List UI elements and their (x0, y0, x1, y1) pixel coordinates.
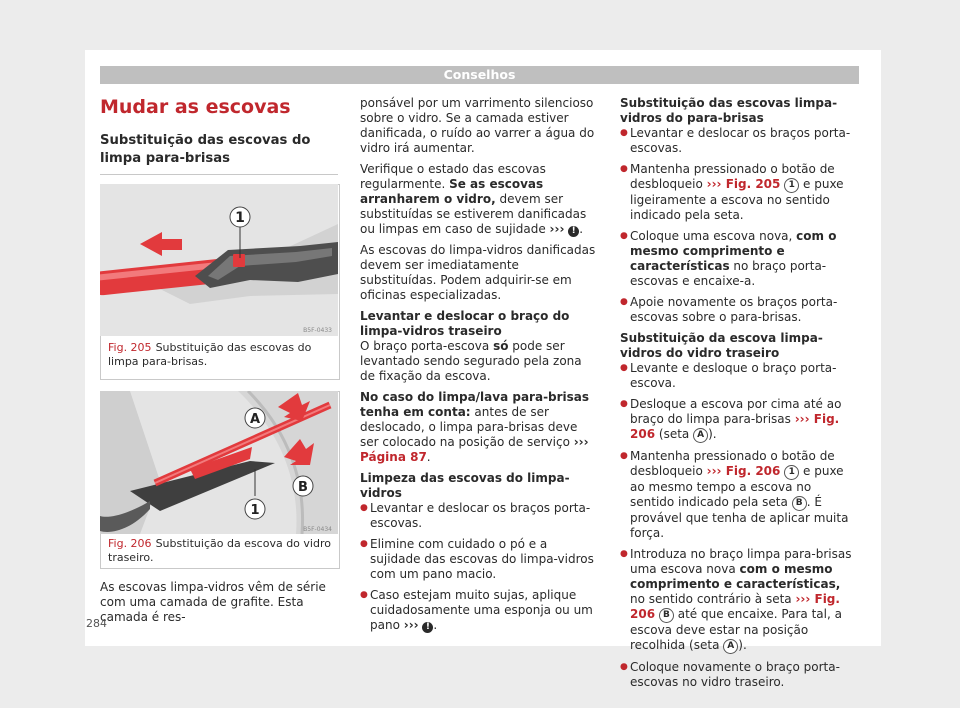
figure-code: B5F-0433 (303, 327, 332, 334)
callout-label: B (298, 480, 308, 495)
figure-206 (100, 391, 338, 569)
reference-label: Fig. 206 (630, 412, 840, 441)
reference-label: Fig. 206 (725, 464, 781, 478)
callout-badge: B (792, 496, 807, 511)
section-heading: Substituição das escovas limpa-vidros do para-brisas (620, 96, 838, 125)
page-number: 284 (86, 617, 107, 630)
text-bold: com o mesmo comprimento e características, (630, 562, 841, 591)
list-item (620, 229, 858, 289)
section-header: Conselhos (100, 66, 859, 84)
list-item: ● Coloque novamente o braço porta-escovas no vidro traseiro. (620, 660, 858, 690)
reference-label: Fig. 206 (630, 592, 840, 621)
warning-icon[interactable]: ! (422, 622, 433, 633)
section-heading: Limpeza das escovas do limpa-vidros (360, 471, 570, 500)
text: Mantenha pressionado o botão de desbloqueio (630, 449, 835, 478)
paragraph: Verifique o estado das escovas regularmente. Se as escovas arranharem o vidro, devem ser substituídas se estiverem danificadas ou limpas em caso de sujidade ››› ! . (360, 162, 587, 236)
figure-reference-link[interactable] (707, 177, 781, 191)
section-subtitle: Substituição das escovas do limpa para-brisas (100, 133, 311, 166)
paragraph: ponsável por um varrimento silencioso sobre o vidro. Se a camada estiver danificada, o ruído ao varrer a água do vidro irá aumentar. (360, 96, 595, 155)
list-item: ● Levantar e deslocar os braços porta-escovas. (360, 501, 598, 531)
figure-caption (108, 537, 334, 565)
callout-label: A (249, 412, 261, 427)
list-item: ● Apoie novamente os braços porta-escovas sobre o para-brisas. (620, 295, 858, 325)
text: . É provável que tenha de aplicar muita força. (630, 495, 849, 540)
text-bold: com o mesmo comprimento e características (630, 229, 837, 273)
text: Introduza no braço limpa para-brisas uma escova nova (630, 547, 852, 576)
text: no sentido contrário à seta (630, 592, 792, 606)
figure-205 (100, 184, 338, 380)
section-heading: Substituição da escova limpa-vidros do vidro traseiro (620, 331, 823, 360)
rear-wiper-illustration (100, 391, 338, 534)
text: Caso estejam muito sujas, aplique cuidadosamente uma esponja ou um pano (370, 588, 593, 632)
text: e puxe ao mesmo tempo a escova no sentido indicado pela seta (630, 464, 844, 509)
list-item (620, 449, 858, 541)
callout-badge: B (659, 608, 674, 623)
text: Verifique o estado das escovas regularmente. (360, 162, 546, 191)
text: ). (708, 427, 717, 441)
figure-number: Fig. 206 (108, 537, 152, 550)
callout-label: 1 (235, 210, 245, 226)
figure-caption-text: Substituição da escova do vidro traseiro. (108, 537, 331, 564)
callout-badge: 1 (784, 465, 799, 480)
text-bold: Se as escovas arranharem o vidro, (360, 177, 544, 206)
reference-arrow: ››› (795, 592, 811, 606)
reference-arrow: ››› (794, 412, 810, 426)
text: Desloque a escova por cima até ao braço do limpa para-brisas (630, 397, 842, 426)
reference-arrow: ››› (573, 435, 589, 449)
text: no braço porta-escovas e encaixe-a. (630, 259, 827, 288)
list-item (620, 397, 858, 443)
column-3 (620, 96, 858, 696)
text: até que encaixe. Para tal, a escova deve estar na posição recolhida (seta (630, 607, 842, 652)
figure-reference-link[interactable] (707, 464, 781, 478)
list-item: ● Caso estejam muito sujas, aplique cuidadosamente uma esponja ou um pano ››› ! . (360, 588, 598, 633)
section-heading: Levantar e deslocar o braço do limpa-vidros traseiro (360, 309, 570, 338)
list-item: ● Levante e desloque o braço porta-escova. (620, 361, 858, 391)
figure-caption (108, 341, 334, 369)
callout-badge: A (693, 428, 708, 443)
text-bold: só (493, 339, 509, 353)
paragraph: As escovas do limpa-vidros danificadas devem ser imediatamente substituídas. Podem adquirir-se em oficinas especializadas. (360, 243, 596, 302)
reference-arrow: ››› (706, 464, 722, 478)
page-title: Mudar as escovas (100, 96, 291, 118)
text-bold: No caso do limpa/lava para-brisas tenha em conta: (360, 390, 590, 419)
column-1-tail (100, 580, 338, 631)
figure-number: Fig. 205 (108, 341, 152, 354)
text: (seta (658, 427, 690, 441)
list-item: ● Elimine com cuidado o pó e a sujidade das escovas do limpa-vidros com um pano macio. (360, 537, 598, 582)
paragraph (360, 339, 598, 384)
text: devem ser substituídas se estiverem danificadas ou limpas em caso de sujidade (360, 192, 587, 236)
text: pode ser levantado sendo segurado pela zona de fixação da escova. (360, 339, 582, 383)
text: Coloque uma escova nova, (630, 229, 793, 243)
warning-icon[interactable]: ! (568, 226, 579, 237)
text: Mantenha pressionado o botão de desbloqueio (630, 162, 835, 191)
callout-label: 1 (250, 503, 260, 518)
reference-arrow: ››› (706, 177, 722, 191)
reference-arrow: ››› (403, 618, 419, 632)
callout-badge: 1 (784, 178, 799, 193)
page-reference-link[interactable]: Página 87 (360, 450, 427, 464)
wiper-blade-illustration (100, 184, 338, 336)
list-item (620, 547, 858, 654)
text: ). (738, 638, 747, 652)
figure-code: B5F-0434 (303, 526, 332, 533)
list-item (620, 162, 858, 223)
paragraph: As escovas limpa-vidros vêm de série com uma camada de grafite. Esta camada é res- (100, 580, 326, 624)
reference-label: Fig. 205 (725, 177, 781, 191)
column-2 (360, 96, 598, 639)
callout-badge: A (723, 639, 738, 654)
list-item: ● Levantar e deslocar os braços porta-escovas. (620, 126, 858, 156)
reference-arrow: ››› (549, 222, 565, 236)
text: O braço porta-escova (360, 339, 490, 353)
title-divider (100, 174, 338, 175)
figure-caption-text: Substituição das escovas do limpa para-brisas. (108, 341, 312, 368)
text: e puxe ligeiramente a escova no sentido indicado pela seta. (630, 177, 844, 222)
text: antes de ser deslocado, o limpa para-brisas deve ser colocado na posição de serviço (360, 405, 578, 449)
paragraph: No caso do limpa/lava para-brisas tenha em conta: antes de ser deslocado, o limpa para-brisas deve ser colocado na posição de serviço ››› Página 87. (360, 390, 590, 464)
